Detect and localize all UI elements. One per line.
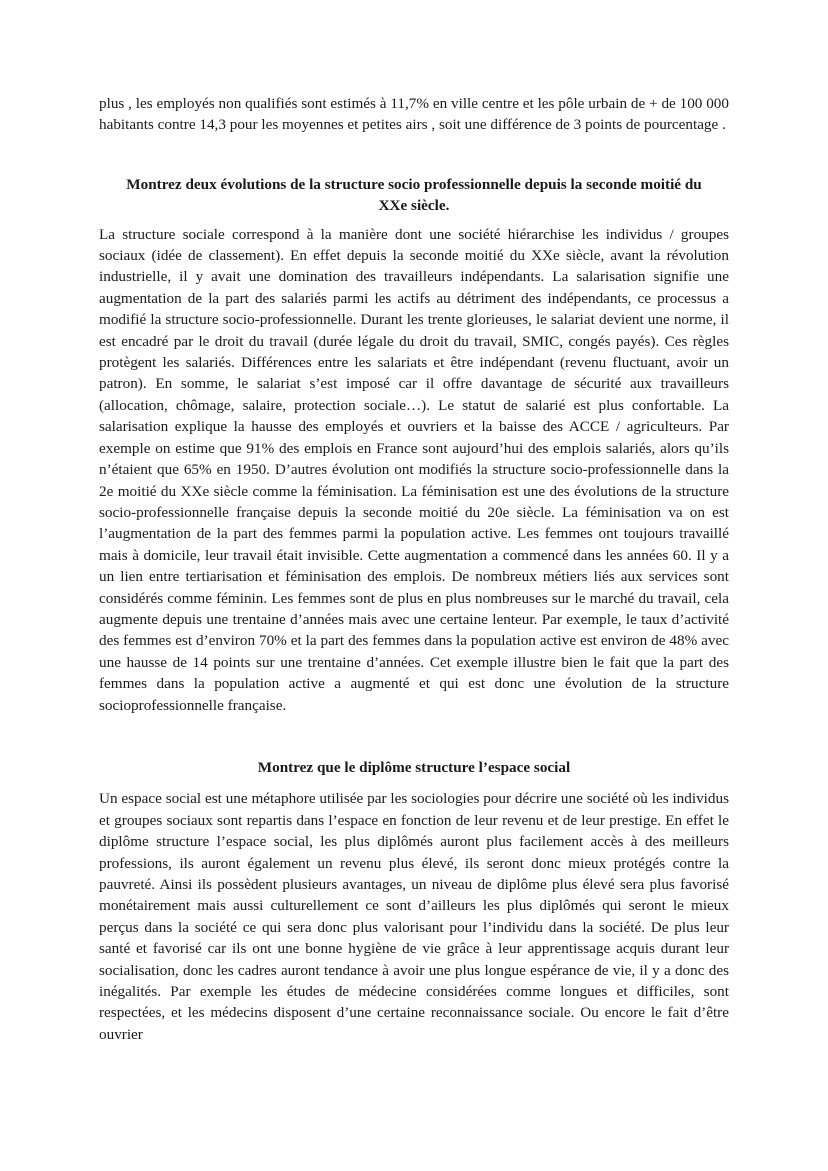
section-paragraph-structure-evolutions: La structure sociale correspond à la manière dont une société hiérarchise les individus / groupes sociaux (idée de classement). En effet depuis la seconde moitié du XXe siècle, avant la révolution industrielle, il y avait une domination des travailleurs indépendants. La salarisation signifie une augmentation de la part des salariés parmi les actifs au détriment des indépendants, ce processus a modifié la structure socio-professionnelle. Durant les trente glorieuses, le salariat devient une norme, il est encadré par le droit du travail (durée légale du droit du travail, SMIC, congés payés). Ces règles protègent les salariés. Différences entre les salariats et être indépendant (revenu fluctuant, avoir un patron). En somme, le salariat s’est imposé car il offre davantage de sécurité aux travailleurs (allocation, chômage, salaire, protection sociale…). Le statut de salarié est plus confortable. La salarisation explique la hausse des employés et ouvriers et la baisse des ACCE / agriculteurs. Par exemple on estime que 91% des emplois en France sont aujourd’hui des emplois salariés, alors qu’ils n’étaient que 65% en 1950. D’autres évolution ont modifiés la structure socio-professionnelle dans la 2e moitié du XXe siècle comme la féminisation. La féminisation est une des évolutions de la structure socio-professionnelle française depuis la seconde moitié du 20e siècle. La féminisation va on est l’augmentation de la part des femmes parmi la population active. Les femmes ont toujours travaillé mais à domicile, leur travail était invisible. Cette augmentation a commencé dans les années 60. Il y a un lien entre tertiarisation et féminisation des emplois. De nombreux métiers liés aux services sont considérés comme féminin. Les femmes sont de plus en plus nombreuses sur le marché du travail, cela augmente depuis une trentaine d’années mais avec une certaine lenteur. Par exemple, le taux d’activité des femmes est d’environ 70% et la part des femmes dans la population active est environ de 48% avec une hausse de 14 points sur une trentaine d’années. Cet exemple illustre bien le fait que la part des femmes dans la population active a augmenté et qui est donc une évolution de la structure socioprofessionnelle française. [99, 225, 729, 714]
section-heading-diploma-social-space: Montrez que le diplôme structure l’espace social [257, 758, 571, 776]
section-heading-structure-evolutions: Montrez deux évolutions de la structure socio professionnelle depuis la seconde moitié du XXe siècle. [126, 175, 702, 215]
section-paragraph-diploma-social-space: Un espace social est une métaphore utilisée par les sociologies pour décrire une société où les individus et groupes sociaux sont repartis dans l’espace en fonction de leur revenu et de leur prestige. En effet le diplôme structure l’espace social, les plus diplômés auront plus facilement accès à des meilleurs professions, ils auront également un revenu plus élevé, ils seront donc mieux protégés contre la pauvreté. Ainsi ils possèdent plusieurs avantages, un niveau de diplôme plus élevé sera plus favorisé monétairement mais aussi culturellement ce sont d’ailleurs les plus diplômés qui seront le mieux perçus dans la société ce qui sera donc plus valorisant pour l’individu dans la société. De plus leur santé et favorisé car ils ont une bonne hygiène de vie grâce à leur apprentissage acquis durant leur socialisation, donc les cadres auront tendance à avoir une plus longue espérance de vie, il y a donc des inégalités. Par exemple les études de médecine considérées comme longues et difficiles, sont respectées, et les médecins disposent d’une certaine reconnaissance sociale. Ou encore le fait d’être ouvrier [99, 790, 729, 1043]
intro-paragraph: plus , les employés non qualifiés sont estimés à 11,7% en ville centre et les pôle urbain de + de 100 000 habitants contre 14,3 pour les moyennes et petites airs , soit une différence de 3 points de pourcentage . [99, 95, 729, 134]
document-page [99, 93, 729, 1045]
